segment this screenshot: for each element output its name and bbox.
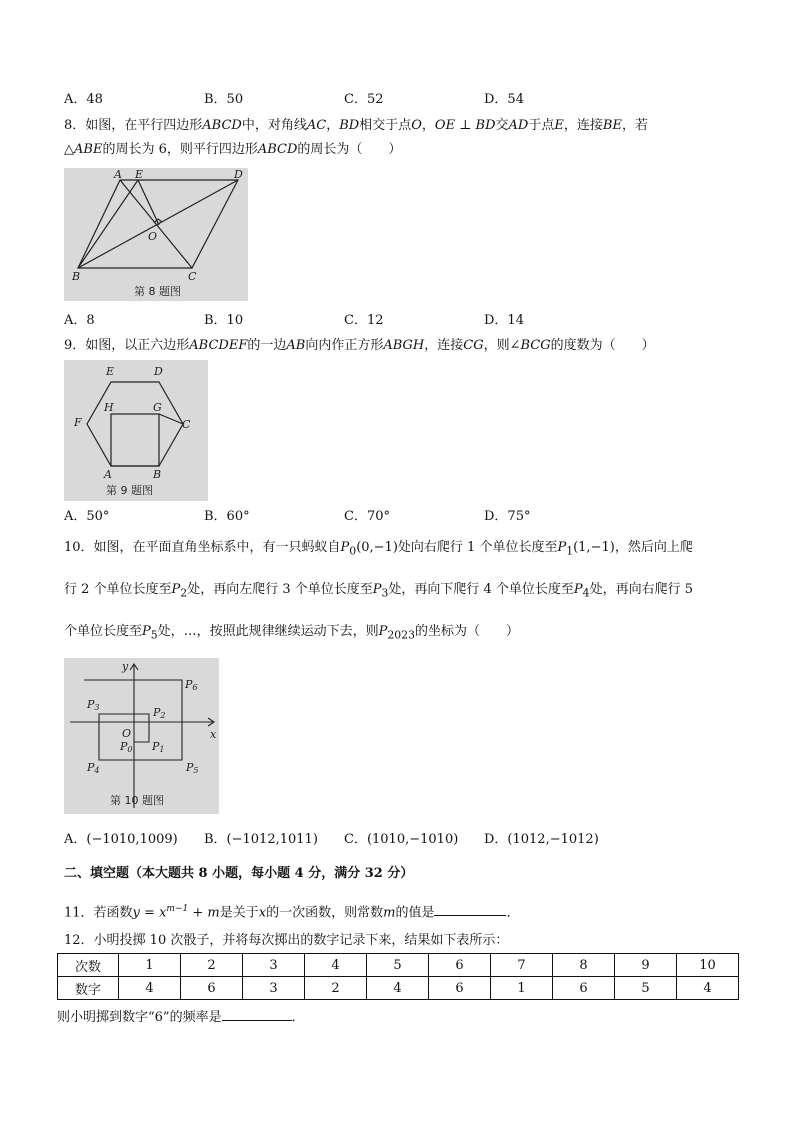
q11-answer-blank[interactable]: [434, 915, 506, 916]
q10-text-line1: 10．如图，在平面直角坐标系中，有一只蚂蚁自$P_0(0,-1)$处向右爬行 1 个单位长度至$P_1(1,-1)$，然后向上爬: [64, 540, 693, 558]
q8-text-line2: △ABE的周长为 6，则平行四边形ABCD的周长为（ ）: [64, 142, 402, 157]
q10-label-p1: P: [152, 740, 160, 753]
q7-option-a: A．48: [64, 92, 103, 107]
q10-label-p6: P: [185, 678, 193, 691]
table-cell: 6: [429, 954, 491, 977]
q10-option-c: C．(1010,−1010): [344, 832, 459, 847]
svg-text:P1: P1: [152, 740, 165, 754]
table-cell: 4: [367, 977, 429, 1000]
section2-heading: 二、填空题（本大题共 8 小题，每小题 4 分，满分 32 分）: [64, 866, 414, 881]
q10-label-p3: P: [87, 698, 95, 711]
q10-text-line3: 个单位长度至$P_5$处，…，按照此规律继续运动下去，则$P_{2023}$的坐标为（ ）: [64, 624, 519, 642]
table-cell: 7: [491, 954, 553, 977]
q12-question: 则小明掷到数字“6”的频率是 ．: [57, 1010, 305, 1025]
q12-answer-blank[interactable]: [222, 1020, 292, 1021]
table-cell: 4: [305, 954, 367, 977]
svg-text:P5: P5: [186, 761, 199, 775]
table-cell: 3: [243, 954, 305, 977]
q10-label-p4: P: [87, 761, 95, 774]
svg-text:P6: P6: [185, 678, 198, 692]
q9-label-g: G: [153, 401, 162, 414]
table-cell: 4: [119, 977, 181, 1000]
q9-label-b: B: [153, 468, 162, 481]
table-cell: 10: [677, 954, 739, 977]
table-cell: 1: [491, 977, 553, 1000]
table-cell: 8: [553, 954, 615, 977]
table-cell: 4: [677, 977, 739, 1000]
q8-option-c: C．12: [344, 313, 384, 328]
q9-figure: [64, 360, 208, 501]
q8-label-d: D: [234, 168, 243, 181]
q8-label-b: B: [72, 270, 81, 283]
q11-text: 11．若函数$y = x^{m-1} + m$是关于x的一次函数，则常数m的值是 ．: [64, 904, 520, 921]
q7-option-d: D．54: [484, 92, 524, 107]
table-cell: 6: [429, 977, 491, 1000]
table-cell: 5: [367, 954, 429, 977]
table-cell: 2: [181, 954, 243, 977]
table-cell: 1: [119, 954, 181, 977]
q10-label-o: O: [122, 727, 132, 740]
q9-label-e: E: [106, 365, 115, 378]
q8-label-e: E: [135, 168, 144, 181]
table-cell: 6: [181, 977, 243, 1000]
q8-label-c: C: [188, 270, 197, 283]
q8-option-a: A．8: [64, 313, 95, 328]
q12-table: [57, 953, 739, 1000]
q12-row2-header: 数字: [58, 977, 119, 1000]
table-row: [58, 954, 739, 977]
q12-intro: 12．小明投掷 10 次骰子，并将每次掷出的数字记录下来，结果如下表所示：: [64, 933, 509, 948]
q10-label-p5: P: [186, 761, 194, 774]
q10-figure-caption: 第 10 题图: [110, 794, 164, 807]
q8-label-o: O: [148, 230, 158, 243]
table-row: [58, 977, 739, 1000]
q9-figure-caption: 第 9 题图: [106, 484, 153, 497]
table-cell: 3: [243, 977, 305, 1000]
q8-text-line1: 8．如图，在平行四边形ABCD中，对角线AC，BD相交于点O，OE ⊥ BD交AD于点E，连接BE，若: [64, 118, 648, 133]
q8-figure: [64, 168, 248, 301]
q10-label-y: y: [122, 660, 129, 673]
q9-label-a: A: [104, 468, 112, 481]
q10-label-p2: P: [153, 706, 161, 719]
svg-text:P4: P4: [87, 761, 100, 775]
svg-text:P2: P2: [153, 706, 166, 720]
q9-label-c: C: [182, 418, 191, 431]
q10-option-b: B．(−1012,1011): [204, 832, 318, 847]
q10-option-d: D．(1012,−1012): [484, 832, 599, 847]
q10-label-p0: P: [120, 740, 128, 753]
table-cell: 5: [615, 977, 677, 1000]
q9-option-c: C．70°: [344, 509, 390, 524]
svg-text:P0: P0: [120, 740, 133, 754]
q9-label-h: H: [104, 401, 114, 414]
q9-option-d: D．75°: [484, 509, 531, 524]
q9-label-f: F: [74, 416, 82, 429]
q8-option-b: B．10: [204, 313, 244, 328]
q8-label-a: A: [114, 168, 122, 181]
q12-row1-header: 次数: [58, 954, 119, 977]
table-cell: 9: [615, 954, 677, 977]
q8-figure-caption: 第 8 题图: [134, 285, 181, 298]
q9-option-b: B．60°: [204, 509, 250, 524]
q7-option-b: B．50: [204, 92, 244, 107]
q9-text: 9．如图，以正六边形ABCDEF的一边AB向内作正方形ABGH，连接CG，则∠BCG的度数为（ ）: [64, 338, 655, 353]
q8-option-d: D．14: [484, 313, 524, 328]
q9-label-d: D: [154, 365, 163, 378]
table-cell: 6: [553, 977, 615, 1000]
q10-label-x: x: [210, 728, 217, 741]
q10-option-a: A．(−1010,1009): [64, 832, 178, 847]
q10-figure: [64, 658, 219, 814]
q10-text-line2: 行 2 个单位长度至$P_2$处，再向左爬行 3 个单位长度至$P_3$处，再向下爬行 4 个单位长度至$P_4$处，再向右爬行 5: [64, 582, 693, 600]
q7-option-c: C．52: [344, 92, 384, 107]
q9-option-a: A．50°: [64, 509, 110, 524]
svg-text:P3: P3: [87, 698, 100, 712]
table-cell: 2: [305, 977, 367, 1000]
